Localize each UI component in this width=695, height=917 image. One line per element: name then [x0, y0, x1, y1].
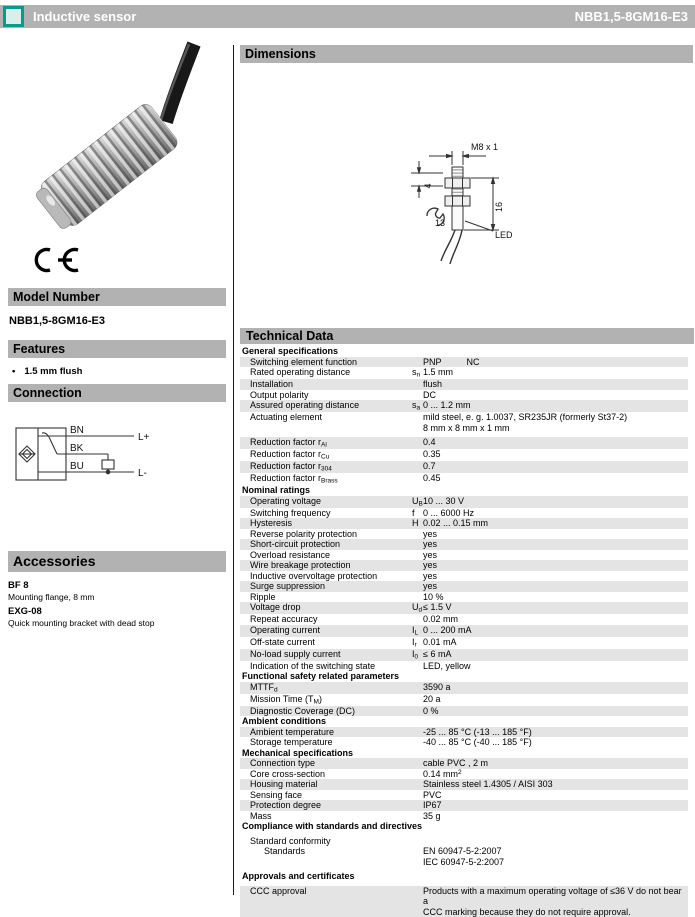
spec-row	[240, 592, 688, 603]
spec-row	[240, 379, 688, 390]
spec-value: -25 ... 85 °C (-13 ... 185 °F)	[423, 727, 688, 738]
spec-label: Storage temperature	[240, 737, 412, 748]
spec-section-heading: Nominal ratings	[240, 485, 688, 496]
technical-data-heading: Technical Data	[240, 328, 694, 344]
spec-row	[240, 367, 688, 379]
spec-row	[240, 637, 688, 649]
spec-symbol: $U_d$	[412, 602, 423, 614]
spec-value: -40 ... 85 °C (-40 ... 185 °F)	[423, 737, 688, 748]
spec-label: Installation	[240, 379, 412, 390]
dimension-drawing	[405, 130, 605, 280]
spec-label: Sensing face	[240, 790, 412, 801]
spec-value: 0.35	[423, 449, 688, 460]
spec-label: CCC approval	[240, 886, 412, 897]
spec-section-heading: Ambient conditions	[240, 716, 688, 727]
spec-label: Connection type	[240, 758, 412, 769]
spec-row	[240, 886, 688, 917]
hex-nut	[445, 178, 470, 188]
spec-row	[240, 682, 688, 694]
model-number-header: NBB1,5-8GM16-E3	[575, 9, 688, 24]
spec-symbol: $s_n$	[412, 367, 423, 379]
spec-label: Overload resistance	[240, 550, 412, 561]
spec-row	[240, 539, 688, 550]
spec-label: Reduction factor $r_{Brass}$	[240, 473, 412, 485]
spec-value: LED, yellow	[423, 661, 688, 672]
spec-row	[240, 496, 688, 508]
accessories-heading: Accessories	[8, 551, 226, 572]
spec-value: 0 ... 200 mA	[423, 625, 688, 636]
wire-label-bn: BN	[70, 425, 84, 436]
spec-label: Rated operating distance	[240, 367, 412, 378]
spec-label: Operating current	[240, 625, 412, 636]
spec-symbol: $U_B$	[412, 496, 423, 508]
technical-table	[240, 346, 688, 917]
sensor-barrel-art	[32, 101, 180, 233]
spec-value: 35 g	[423, 811, 688, 822]
spec-value: 10 ... 30 V	[423, 496, 688, 507]
spec-row	[240, 779, 688, 790]
spec-label: Actuating element	[240, 412, 412, 423]
spec-value: 0.4	[423, 437, 688, 448]
spec-value: ≤ 6 mA	[423, 649, 688, 660]
spec-label: Switching frequency	[240, 508, 412, 519]
model-number-heading: Model Number	[8, 288, 226, 306]
spec-value: PVC	[423, 790, 688, 801]
spec-value: 0.02 ... 0.15 mm	[423, 518, 688, 529]
spec-label: Off-state current	[240, 637, 412, 648]
spec-row	[240, 790, 688, 801]
spec-row	[240, 449, 688, 461]
spec-value: yes	[423, 529, 688, 540]
spec-row	[240, 769, 688, 780]
spec-row	[240, 581, 688, 592]
nc-contact-symbol	[49, 437, 57, 454]
spec-value: IP67	[423, 800, 688, 811]
spec-row	[240, 508, 688, 519]
spec-label: Ripple	[240, 592, 412, 603]
spec-label: Indication of the switching state	[240, 661, 412, 672]
product-category-title: Inductive sensor	[33, 9, 136, 24]
spec-label: $MTTF_d$	[240, 682, 412, 694]
spec-label: Switching element function	[240, 357, 412, 368]
spec-value: 0.01 mA	[423, 637, 688, 648]
spec-label: Standards	[240, 846, 412, 857]
spec-row	[240, 437, 688, 449]
spec-value: yes	[423, 581, 688, 592]
accessory-code: EXG-08	[8, 602, 221, 617]
spec-row	[240, 649, 688, 661]
face-dim-label: 4	[423, 183, 433, 188]
spec-label: Ambient temperature	[240, 727, 412, 738]
accessory-desc: Mounting flange, 8 mm	[8, 591, 221, 602]
wire-label-bk: BK	[70, 443, 84, 454]
spec-row	[240, 846, 688, 867]
spec-value: EN 60947-5-2:2007 IEC 60947-5-2:2007	[423, 846, 688, 867]
spec-label: Protection degree	[240, 800, 412, 811]
spec-row	[240, 625, 688, 637]
spec-symbol: $I_0$	[412, 649, 423, 661]
spec-row	[240, 390, 688, 401]
spec-label: Surge suppression	[240, 581, 412, 592]
spec-section-heading: Approvals and certificates	[240, 871, 688, 882]
spec-label: Reduction factor $r_{304}$	[240, 461, 412, 473]
spec-label: Core cross-section	[240, 769, 412, 780]
spec-row	[240, 811, 688, 822]
spec-section-heading: General specifications	[240, 346, 688, 357]
spec-value: 0 %	[423, 706, 688, 717]
spec-row	[240, 694, 688, 706]
spec-value: 10 %	[423, 592, 688, 603]
spec-value: 0.02 mm	[423, 614, 688, 625]
spec-label: Reduction factor $r_{Cu}$	[240, 449, 412, 461]
spec-row	[240, 400, 688, 412]
accessory-desc: Quick mounting bracket with dead stop	[8, 617, 221, 628]
spec-value: yes	[423, 560, 688, 571]
spec-row	[240, 614, 688, 625]
spec-row	[240, 661, 688, 672]
spec-value: mild steel, e. g. 1.0037, SR235JR (formerly St37-2) 8 mm x 8 mm x 1 mm	[423, 412, 688, 433]
spec-label: Assured operating distance	[240, 400, 412, 411]
spec-value: flush	[423, 379, 688, 390]
spec-row	[240, 473, 688, 485]
feature-item: • 1.5 mm flush	[8, 360, 82, 377]
spec-label: Mass	[240, 811, 412, 822]
hex-nut	[445, 196, 470, 206]
ce-mark-icon	[28, 246, 86, 274]
spec-row	[240, 412, 688, 433]
spec-value: yes	[423, 550, 688, 561]
spec-row	[240, 571, 688, 582]
dimensions-heading: Dimensions	[240, 45, 693, 63]
column-divider-line	[233, 45, 234, 895]
spec-row	[240, 602, 688, 614]
spec-row	[240, 800, 688, 811]
spec-row	[240, 706, 688, 717]
spec-label: Repeat accuracy	[240, 614, 412, 625]
load-symbol	[102, 460, 114, 469]
spec-value: yes	[423, 571, 688, 582]
spec-label: Operating voltage	[240, 496, 412, 507]
spec-label: No-load supply current	[240, 649, 412, 660]
spec-row	[240, 461, 688, 473]
spec-label: Reverse polarity protection	[240, 529, 412, 540]
spec-row	[240, 758, 688, 769]
spec-section-heading: Compliance with standards and directives	[240, 821, 688, 832]
spec-symbol: f	[412, 508, 423, 519]
spec-row	[240, 560, 688, 571]
product-photo	[8, 40, 226, 240]
spec-label: Standard conformity	[240, 836, 412, 847]
spec-label: Inductive overvoltage protection	[240, 571, 412, 582]
spec-symbol: $I_r$	[412, 637, 423, 649]
length-dim-label: 16	[494, 202, 504, 212]
terminal-label-lplus: L+	[138, 432, 150, 443]
cable-art	[166, 44, 194, 122]
spec-value: 0.14 $mm^2$	[423, 769, 688, 780]
spec-section-heading: Mechanical specifications	[240, 748, 688, 759]
features-heading: Features	[8, 340, 226, 358]
spec-label: Housing material	[240, 779, 412, 790]
terminal-label-lminus: L-	[138, 468, 147, 479]
thread-dim-label: M8 x 1	[471, 142, 498, 152]
spec-row	[240, 727, 688, 738]
spec-row	[240, 737, 688, 748]
wrench-size-label: 13	[435, 218, 445, 228]
spec-symbol: $I_L$	[412, 625, 423, 637]
spec-label: Reduction factor $r_{Al}$	[240, 437, 412, 449]
spec-value: 20 a	[423, 694, 688, 705]
spec-label: Voltage drop	[240, 602, 412, 613]
model-number-value: NBB1,5-8GM16-E3	[8, 308, 105, 327]
spec-label: Wire breakage protection	[240, 560, 412, 571]
spec-value: DC	[423, 390, 688, 401]
spec-value: 0 ... 6000 Hz	[423, 508, 688, 519]
spec-row	[240, 518, 688, 529]
wire-label-bu: BU	[70, 461, 84, 472]
top-header-bar	[0, 5, 695, 28]
spec-value: yes	[423, 539, 688, 550]
spec-value: ≤ 1.5 V	[423, 602, 688, 613]
spec-label: Short-circuit protection	[240, 539, 412, 550]
spec-value: Products with a maximum operating voltage of ≤36 V do not bear a CCC marking because they do not require approval.	[423, 886, 688, 917]
connection-heading: Connection	[8, 384, 226, 402]
spec-value: 0 ... 1.2 mm	[423, 400, 688, 411]
spec-row	[240, 836, 688, 847]
spec-row	[240, 550, 688, 561]
spec-label: Mission Time $(T_M)$	[240, 694, 412, 706]
spec-symbol: H	[412, 518, 423, 529]
brand-icon	[3, 6, 24, 27]
spec-value-2: NC	[467, 357, 480, 367]
spec-label: Hysteresis	[240, 518, 412, 529]
spec-section-heading: Functional safety related parameters	[240, 671, 688, 682]
led-label: LED	[495, 230, 513, 240]
spec-value: 0.7	[423, 461, 688, 472]
connection-diagram	[8, 406, 226, 524]
spec-value: 0.45	[423, 473, 688, 484]
spec-row	[240, 357, 688, 368]
accessory-code: BF 8	[8, 576, 221, 591]
spec-value: 3590 a	[423, 682, 688, 693]
spec-value: Stainless steel 1.4305 / AISI 303	[423, 779, 688, 790]
accessories-list	[8, 576, 221, 628]
spec-value: cable PVC , 2 m	[423, 758, 688, 769]
spec-label: Output polarity	[240, 390, 412, 401]
spec-label: Diagnostic Coverage (DC)	[240, 706, 412, 717]
spec-symbol: $s_a$	[412, 400, 423, 412]
spec-value: 1.5 mm	[423, 367, 688, 378]
spec-row	[240, 529, 688, 540]
spec-value: PNP NC	[423, 357, 688, 368]
